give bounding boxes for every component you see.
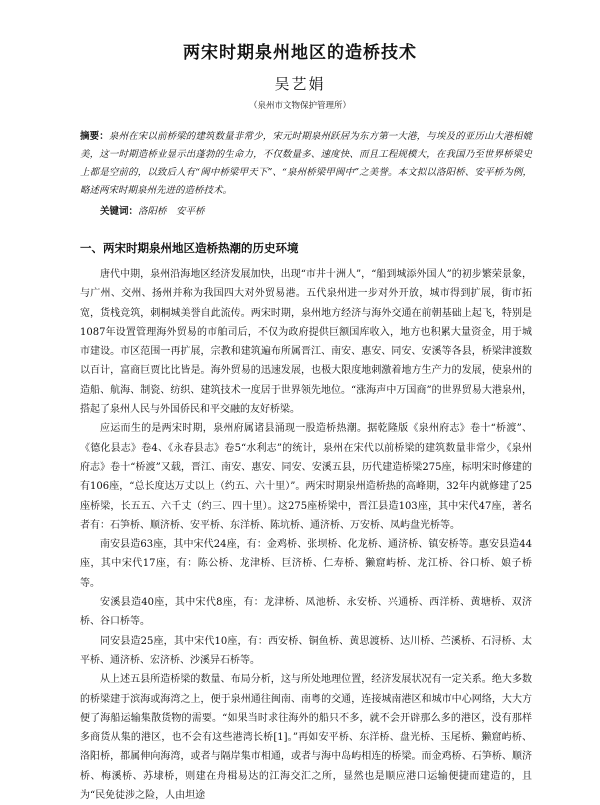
section-body <box>80 265 532 805</box>
body-paragraph: 南安县造63座，其中宋代24座，有：金鸡桥、张坝桥、化龙桥、通济桥、镇安桥等。惠安县造44座，其中宋代17座，有：陈公桥、龙津桥、巨济桥、仁寿桥、獭窟屿桥、龙江桥、谷口桥、娘子桥等。 <box>80 539 532 589</box>
abstract-block <box>80 128 532 200</box>
paper-title: 两宋时期泉州地区的造桥技术 <box>183 43 417 63</box>
body-paragraph: 同安县造25座，其中宋代10座，有：西安桥、铜鱼桥、黄思渡桥、达川桥、苎溪桥、石浔桥、太平桥、通济桥、宏济桥、沙溪异石桥等。 <box>80 635 532 666</box>
keywords-block <box>100 203 532 221</box>
keywords-text: 洛阳桥 安平桥 <box>138 206 205 217</box>
body-paragraph: 唐代中期，泉州沿海地区经济发展加快，出现“市井十洲人”，“船到城添外国人”的初步繁荣景象，与广州、交州、扬州并称为我国四大对外贸易港。五代泉州进一步对外开放，城市得到扩展，街市拓宽，货栈竞筑，刺桐城美誉自此流传。两宋时期，泉州地方经济与海外交通在前朝基础上起飞，特别是1087年设置管理海外贸易的市舶司后，不仅为政府提供巨额国库收入，地方也积累大量资金，用于城市建设。市区范围一再扩展，宗教和建筑遍布所属晋江、南安、惠安、同安、安溪等各县，桥梁津渡数以百计，富商巨贾比比皆是。海外贸易的迅速发展，也极大限度地刺激着地方生产力的发展，使泉州的造船、航海、制瓷、纺织、建筑技术一度居于世界领先地位。“涨海声中万国商”的世界贸易大港泉州，搭起了泉州人民与外国侨民和平交融的友好桥梁。 <box>80 269 532 416</box>
author-affiliation: （泉州市文物保护管理所） <box>248 101 351 111</box>
body-paragraph: 安溪县造40座，其中宋代8座，有：龙津桥、凤池桥、永安桥、兴通桥、西洋桥、黄塘桥、双济桥、谷口桥等。 <box>80 597 532 628</box>
body-paragraph: 应运而生的是两宋时期，泉州府属诸县涌现一股造桥热潮。据乾隆版《泉州府志》卷十“桥渡”、《德化县志》卷4、《永春县志》卷5“水利志”的统计，泉州在宋代以前桥梁的建筑数量非常少，《泉州府志》卷十“桥渡”又载，晋江、南安、惠安、同安、安溪五县，历代建造桥梁275座，标明宋时修建的有106座，“总长度达万丈以上（约五、六十里）”。两宋时期泉州造桥热的高峰期，32年内就修建了25座桥梁，长五五、六千丈（约三、四十里）。这275座桥梁中，晋江县造103座，其中宋代47座，著名者有：石笋桥、顺济桥、安平桥、东洋桥、陈坑桥、通济桥、万安桥、凤屿盘光桥等。 <box>80 423 532 531</box>
section-heading: 一、两宋时期泉州地区造桥热潮的历史环境 <box>80 241 299 255</box>
abstract-text: 泉州在宋以前桥梁的建筑数量非常少，宋元时期泉州跃居为东方第一大港，与埃及的亚历山大港相媲美，这一时期造桥业显示出蓬勃的生命力，不仅数量多、速度快、而且工程规模大，在我国乃至世界桥梁史上都是空前的，以致后人有“闽中桥梁甲天下”、“泉州桥梁甲闽中”之美誉。本文拟以洛阳桥、安平桥为例，略述两宋时期泉州先进的造桥技术。 <box>80 131 532 196</box>
abstract-label: 摘要： <box>80 131 109 142</box>
author-name: 吴艺娟 <box>274 75 326 93</box>
keywords-label: 关键词： <box>100 206 139 217</box>
body-paragraph: 从上述五县所造桥梁的数量、布局分析，这与所处地理位置，经济发展状况有一定关系。绝大多数的桥梁建于滨海或海湾之上，便于泉州通往闽南、南粤的交通，连接城南港区和城市中心网络，大大方便了海船运输集散货物的需要。“如果当时求往海外的船只不多，就不会开辟那么多的港区，没有那样多商货从集的港区，也不会有这些港湾长桥[1]。”再如安平桥、东洋桥、盘光桥、玉尾桥、獭窟屿桥、洛阳桥，都属伸向海湾，或者与隔岸集市相通，或者与海中岛屿相连的桥梁。而金鸡桥、石笋桥、顺济桥、梅溪桥、苏埭桥，则建在舟楫易达的江海交汇之所，显然也是顺应港口运输便捷而建造的，且为“民免徒涉之险，人由坦途 <box>80 674 532 802</box>
